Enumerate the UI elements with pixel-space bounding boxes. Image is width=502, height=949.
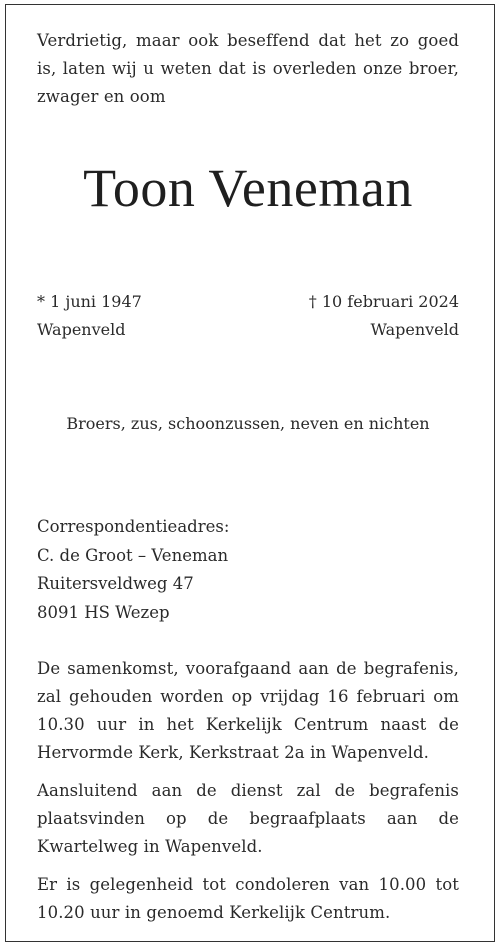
death-place: Wapenveld xyxy=(370,320,459,339)
service-paragraph: De samenkomst, voorafgaand aan de begrafenis, zal gehouden worden op vrijdag 16 februari om 10.30 uur in het Kerkelijk Centrum naast de Hervormde Kerk, Kerkstraat 2a in Wapenveld. xyxy=(37,659,459,762)
condolence-paragraph: Er is gelegenheid tot condoleren van 10.00 tot 10.20 uur in genoemd Kerkelijk Centrum. xyxy=(37,875,459,922)
burial-paragraph: Aansluitend aan de dienst zal de begrafenis plaatsvinden op de begraafplaats aan de Kwartelweg in Wapenveld. xyxy=(37,781,459,856)
address-street: Ruitersveldweg 47 xyxy=(37,574,194,593)
address-name: C. de Groot – Veneman xyxy=(37,545,229,565)
death-date: † 10 februari 2024 xyxy=(308,292,459,311)
deceased-name: Toon Veneman xyxy=(83,158,413,218)
birth-date: * 1 juni 1947 xyxy=(37,292,142,311)
death-info xyxy=(309,288,459,344)
address-label: Correspondentieadres: xyxy=(37,517,230,536)
intro-text: Verdrietig, maar ook beseffend dat het zo goed is, laten wij u weten dat is overleden onze broer, zwager en oom xyxy=(37,31,459,106)
address-city: 8091 HS Wezep xyxy=(37,602,170,622)
correspondence-address xyxy=(37,513,459,627)
announcement-frame xyxy=(5,4,495,942)
birth-place: Wapenveld xyxy=(37,320,126,339)
family-members: Broers, zus, schoonzussen, neven en nichten xyxy=(66,414,430,433)
birth-info xyxy=(37,288,142,344)
